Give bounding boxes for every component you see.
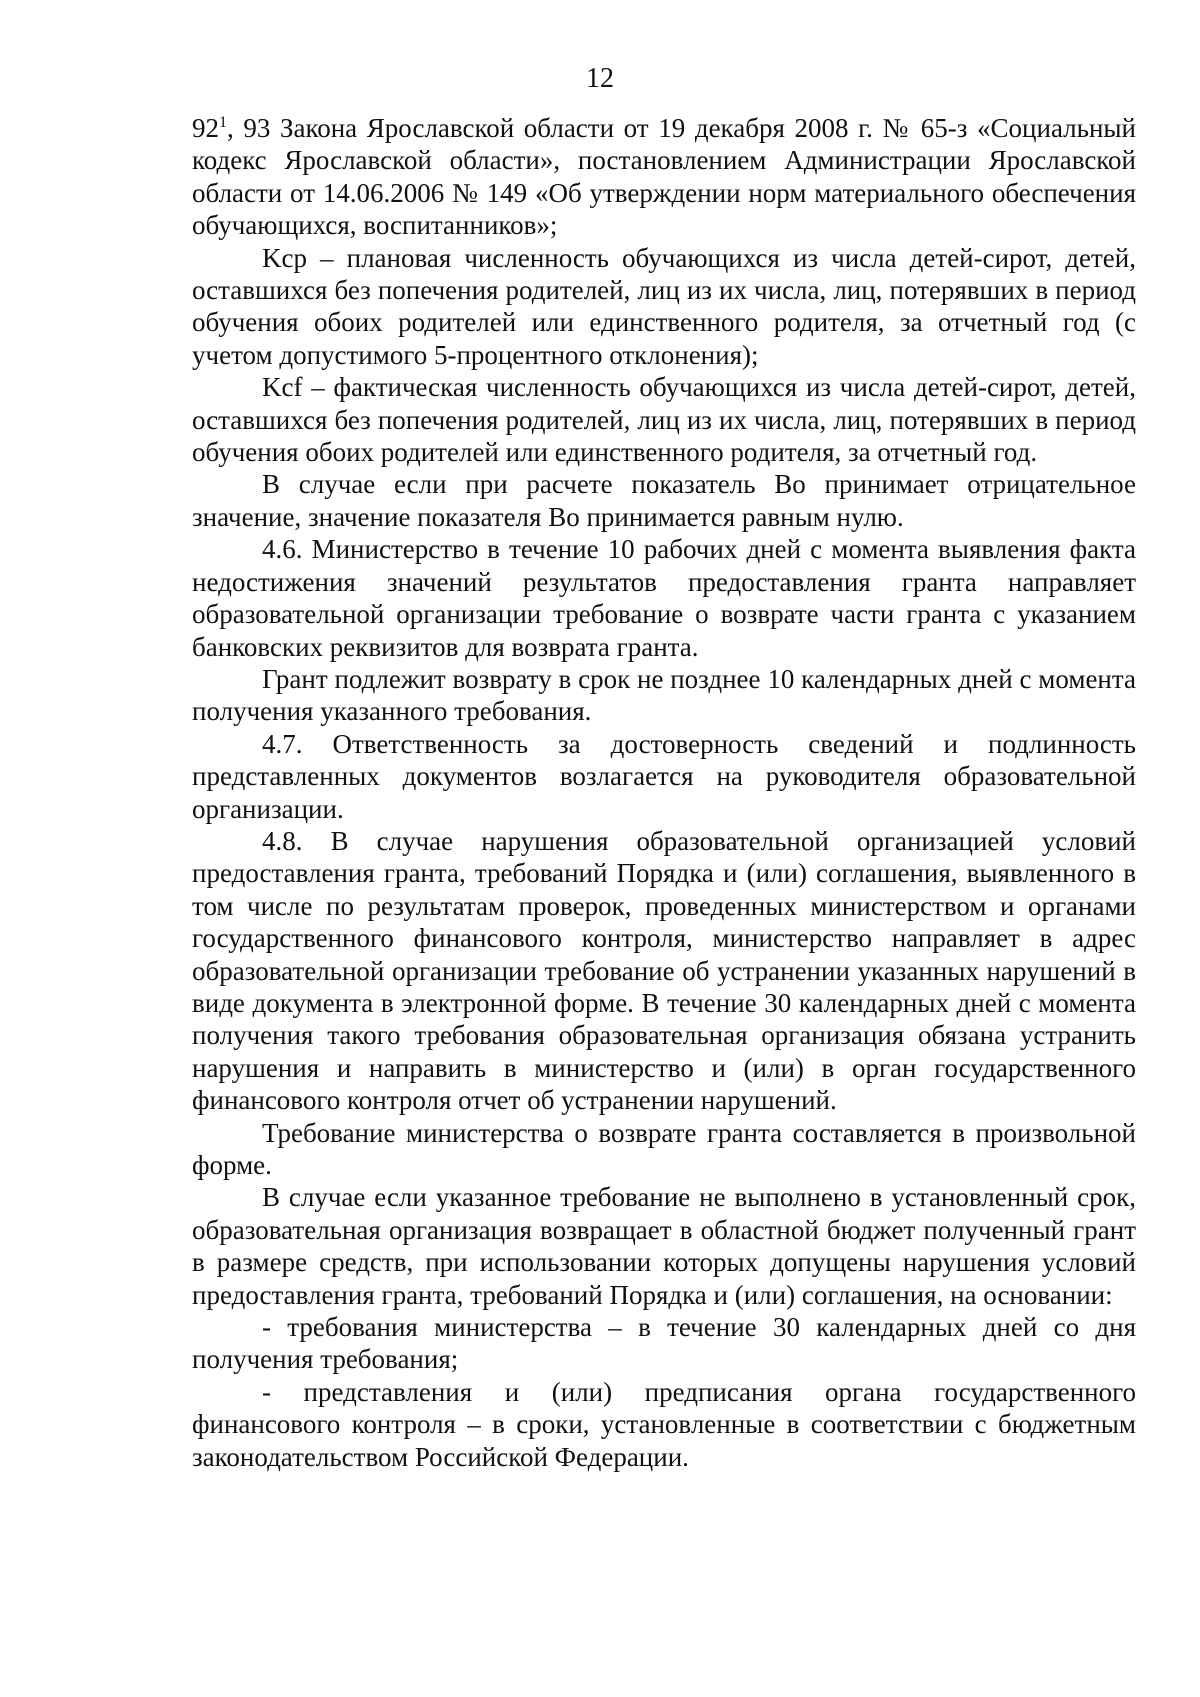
paragraph-kcp-definition: Kcp – плановая численность обучающихся из числа детей-сирот, детей, оставшихся без попечения родителей, лиц из их числа, лиц, потерявших в период обучения обоих родителей или единственного родителя, за отчетный год (с учетом допустимого 5-процентного отклонения); <box>192 242 1136 370</box>
paragraph-4-7: 4.7. Ответственность за достоверность сведений и подлинность представленных документов возлагается на руководителя образовательной организации. <box>192 728 1136 824</box>
paragraph-requirement-form: Требование министерства о возврате гранта составляется в произвольной форме. <box>192 1117 1136 1180</box>
paragraph-4-6: 4.6. Министерство в течение 10 рабочих дней с момента выявления факта недостижения значений результатов предоставления гранта направляет образовательной организации требование о возврате части гранта с указанием банковских реквизитов для возврата гранта. <box>192 534 1136 662</box>
paragraph-kcf-definition: Kcf – фактическая численность обучающихся из числа детей-сирот, детей, оставшихся без попечения родителей, лиц из их числа, лиц, потерявших в период обучения обоих родителей или единственного родителя, за отчетный год. <box>192 372 1136 468</box>
article-number: 92 <box>192 113 219 143</box>
document-body <box>192 112 1136 1473</box>
paragraph-non-compliance: В случае если указанное требование не выполнено в установленный срок, образовательная организация возвращает в областной бюджет полученный грант в размере средств, при использовании которых допущены нарушения условий предоставления гранта, требований Порядка и (или) соглашения, на основании: <box>192 1182 1136 1310</box>
list-item-control-body-order: - представления и (или) предписания органа государственного финансового контроля – в сроки, установленные в соответствии с бюджетным законодательством Российской Федерации. <box>192 1376 1136 1472</box>
paragraph-grant-return-term: Грант подлежит возврату в срок не позднее 10 календарных дней с момента получения указанного требования. <box>192 663 1136 727</box>
article-superscript: 1 <box>219 114 227 131</box>
page-number: 12 <box>586 63 614 94</box>
list-item-ministry-requirement: - требования министерства – в течение 30 календарных дней со дня получения требования; <box>192 1312 1136 1375</box>
paragraph-negative-value: В случае если при расчете показатель Во принимает отрицательное значение, значение показателя Во принимается равным нулю. <box>192 469 1136 532</box>
paragraph-4-8: 4.8. В случае нарушения образовательной организацией условий предоставления гранта, требований Порядка и (или) соглашения, выявленного в том числе по результатам проверок, проведенных министерством и органами государственного финансового контроля, министерство направляет в адрес образовательной организации требование об устранении указанных нарушений в виде документа в электронной форме. В течение 30 календарных дней с момента получения такого требования образовательная организация обязана устранить нарушения и направить в министерство и (или) в орган государственного финансового контроля отчет об устранении нарушений. <box>192 825 1136 1116</box>
paragraph-law-reference <box>192 112 1136 242</box>
paragraph-text: , 93 Закона Ярославской области от 19 декабря 2008 г. № 65-з «Социальный кодекс Ярославской области», постановлением Администрации Ярославской области от 14.06.2006 № 149 «Об утверждении норм материального обеспечения обучающихся, воспитанников»; <box>192 113 1136 241</box>
